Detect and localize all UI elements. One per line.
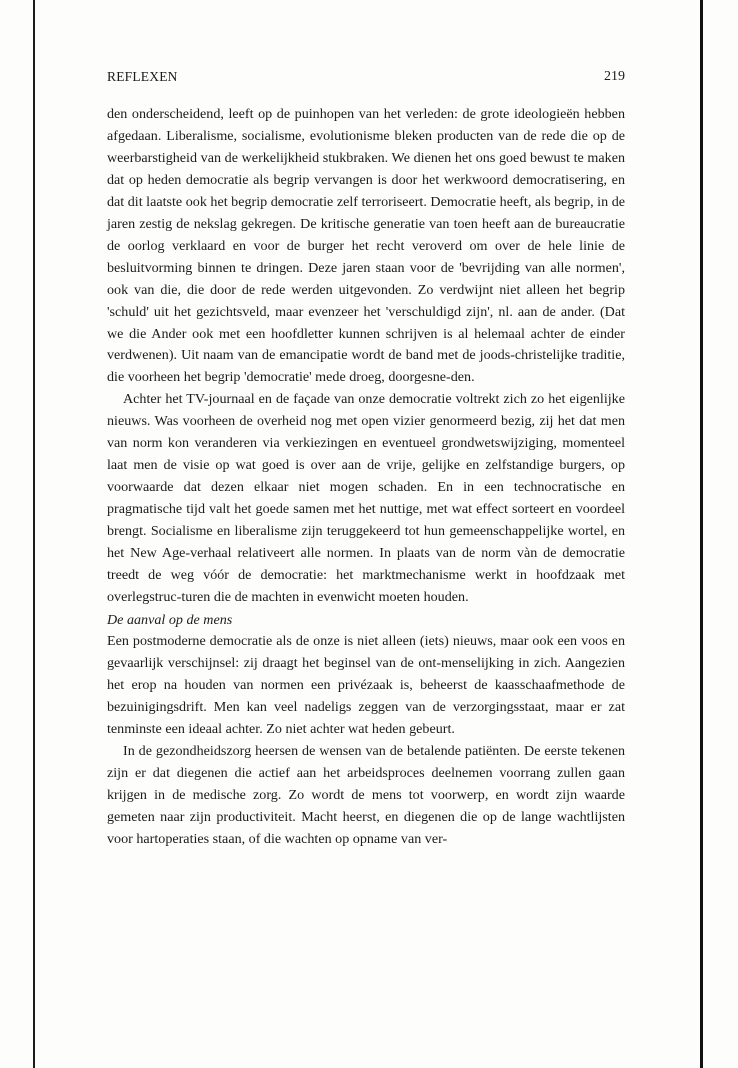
body-text bbox=[107, 104, 625, 850]
paragraph: Een postmoderne democratie als de onze is niet alleen (iets) nieuws, maar ook een voos en gevaarlijk verschijnsel: zij draagt het beginsel van de ont-menselijking in zich. Aangezien het erop na houden van normen een privézaak is, beheerst de kaasschaafmethode de bezuinigingsdrift. Men kan veel nadeligs zeggen van de verzorgingsstaat, maar er zat tenminste een ideaal achter. Zo niet achter wat heden gebeurt. bbox=[107, 632, 625, 737]
running-title: REFLEXEN bbox=[107, 69, 178, 84]
scan-edge-left bbox=[33, 0, 35, 1068]
paragraph: In de gezondheidszorg heersen de wensen van de betalende patiënten. De eerste tekenen zijn er dat diegenen die actief aan het arbeidsproces deelnemen voorrang zullen gaan krijgen in de medische zorg. Zo wordt de mens tot voorwerp, en wordt zijn waarde gemeten naar zijn productiviteit. Macht heerst, en diegenen die op de lange wachtlijsten voor hartoperaties staan, of die wachten op opname van ver- bbox=[107, 742, 625, 847]
paragraph: den onderscheidend, leeft op de puinhopen van het verleden: de grote ideologieën hebben afgedaan. Liberalisme, socialisme, evolutionisme bleken producten van de rede die op de weerbarstigheid van de werkelijkheid stukbraken. We dienen het ons goed bewust te maken dat op heden democratie als begrip vervangen is door het werkwoord democratisering, en dat dit laatste ook het begrip democratie zelf terroriseert. Democratie heeft, als begrip, in de jaren zestig de nekslag gekregen. De kritische generatie van toen heeft aan de bureaucratie de oorlog verklaard en voor de burger het recht veroverd om over de hele linie de besluitvorming binnen te dringen. Deze jaren staan voor de 'bevrijding van alle normen', ook van die, die door de rede werden uitgevonden. Zo verdwijnt niet alleen het begrip 'schuld' uit het gezichtsveld, maar evenzeer het 'verschuldigd zijn', nl. aan de ander. (Dat we die Ander ook met een hoofdletter kunnen schrijven is al helemaal achter de einder verdwenen). Uit naam van de emancipatie wordt de band met de joods-christelijke traditie, die voorheen het begrip 'democratie' mede droeg, doorgesne-den. bbox=[107, 106, 625, 386]
scan-edge-right bbox=[700, 0, 703, 1068]
paragraph: Achter het TV-journaal en de façade van onze democratie voltrekt zich zo het eigenlijke nieuws. Was voorheen de overheid nog met open vizier genormeerd bezig, zij het dat men van norm kon veranderen via verkiezingen en eventueel grondwetswijziging, momenteel laat men de visie op wat goed is over aan de vrije, gelijke en zelfstandige burgers, op voorwaarde dat dezen elkaar niet mogen schaden. En in een technocratische en pragmatische tijd valt het goede samen met het nuttige, met wat effect sorteert en voordeel brengt. Socialisme en liberalisme zijn teruggekeerd tot hun gemeenschappelijke wortel, en het New Age-verhaal relativeert alle normen. In plaats van de norm vàn de democratie treedt de weg vóór de democratie: het marktmechanisme werkt in hoofdzaak met overlegstruc-turen die de machten in evenwicht moeten houden. bbox=[107, 391, 625, 605]
section-heading: De aanval op de mens bbox=[107, 611, 233, 628]
page-number: 219 bbox=[604, 69, 625, 84]
